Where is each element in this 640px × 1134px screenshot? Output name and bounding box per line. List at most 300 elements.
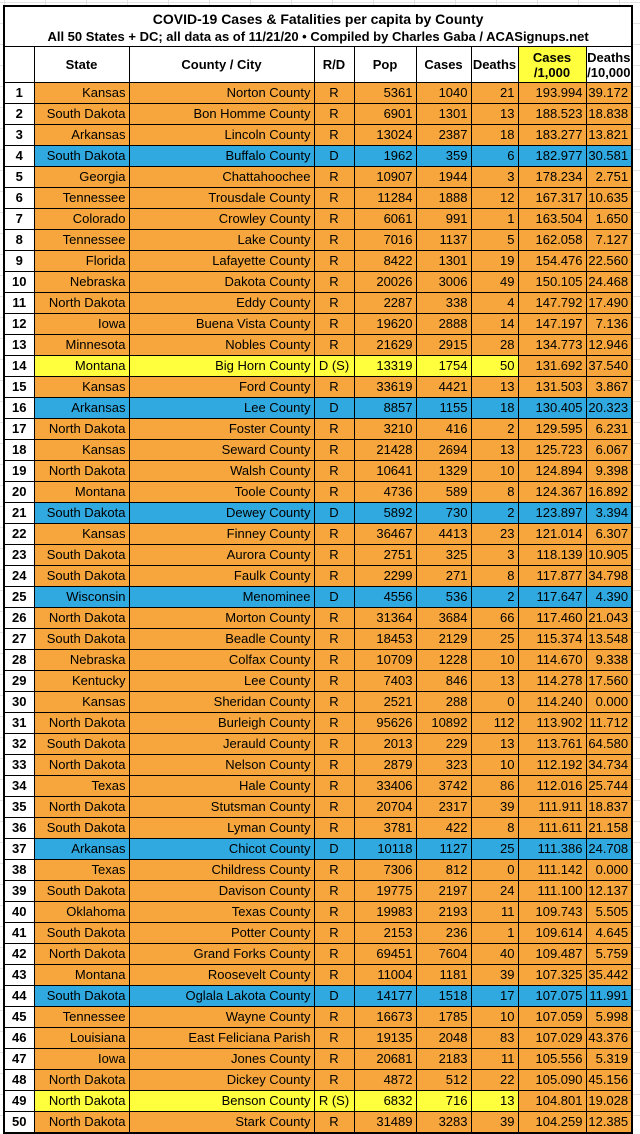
population-cell: 3210 xyxy=(354,419,416,440)
party-cell: R xyxy=(314,230,354,251)
county-cell: Davison County xyxy=(129,881,314,902)
population-cell: 10709 xyxy=(354,650,416,671)
deaths-per-10000-cell: 19.028 xyxy=(586,1091,632,1112)
cases-cell: 2183 xyxy=(416,1049,471,1070)
table-row xyxy=(4,902,632,923)
state-cell: South Dakota xyxy=(34,734,129,755)
county-cell: Lee County xyxy=(129,671,314,692)
table-row xyxy=(4,314,632,335)
state-cell: Colorado xyxy=(34,209,129,230)
population-cell: 16673 xyxy=(354,1007,416,1028)
cases-per-1000-cell: 182.977 xyxy=(518,146,586,167)
row-number: 2 xyxy=(4,104,34,125)
population-cell: 13024 xyxy=(354,125,416,146)
deaths-cell: 18 xyxy=(471,398,518,419)
table-row xyxy=(4,293,632,314)
party-cell: R xyxy=(314,1112,354,1134)
deaths-cell: 11 xyxy=(471,902,518,923)
deaths-per-10000-cell: 10.905 xyxy=(586,545,632,566)
deaths-cell: 13 xyxy=(471,104,518,125)
cases-per-1000-cell: 188.523 xyxy=(518,104,586,125)
deaths-cell: 4 xyxy=(471,293,518,314)
cases-cell: 1944 xyxy=(416,167,471,188)
row-number: 14 xyxy=(4,356,34,377)
deaths-cell: 10 xyxy=(471,1007,518,1028)
deaths-per-10000-cell: 2.751 xyxy=(586,167,632,188)
deaths-cell: 8 xyxy=(471,566,518,587)
deaths-per-10000-cell: 10.635 xyxy=(586,188,632,209)
party-cell: D xyxy=(314,398,354,419)
row-number: 46 xyxy=(4,1028,34,1049)
state-cell: Kansas xyxy=(34,440,129,461)
row-number: 36 xyxy=(4,818,34,839)
cases-per-1000-cell: 109.614 xyxy=(518,923,586,944)
population-cell: 10118 xyxy=(354,839,416,860)
deaths-per-10000-cell: 4.645 xyxy=(586,923,632,944)
cases-cell: 1329 xyxy=(416,461,471,482)
deaths-per-10000-cell: 5.319 xyxy=(586,1049,632,1070)
cases-cell: 323 xyxy=(416,755,471,776)
county-cell: Lee County xyxy=(129,398,314,419)
cases-cell: 359 xyxy=(416,146,471,167)
cases-per-1000-cell: 121.014 xyxy=(518,524,586,545)
population-cell: 31364 xyxy=(354,608,416,629)
deaths-cell: 39 xyxy=(471,965,518,986)
population-cell: 7016 xyxy=(354,230,416,251)
cases-cell: 7604 xyxy=(416,944,471,965)
cases-cell: 3006 xyxy=(416,272,471,293)
deaths-per-10000-cell: 6.307 xyxy=(586,524,632,545)
state-cell: Tennessee xyxy=(34,1007,129,1028)
deaths-cell: 13 xyxy=(471,440,518,461)
population-cell: 2879 xyxy=(354,755,416,776)
state-cell: South Dakota xyxy=(34,503,129,524)
deaths-per-10000-cell: 9.338 xyxy=(586,650,632,671)
cases-cell: 1155 xyxy=(416,398,471,419)
state-cell: Georgia xyxy=(34,167,129,188)
table-row xyxy=(4,1070,632,1091)
party-cell: R xyxy=(314,461,354,482)
county-cell: Toole County xyxy=(129,482,314,503)
deaths-cell: 112 xyxy=(471,713,518,734)
table-row xyxy=(4,83,632,104)
cases-per-1000-cell: 105.090 xyxy=(518,1070,586,1091)
population-cell: 8857 xyxy=(354,398,416,419)
cases-per-1000-cell: 114.240 xyxy=(518,692,586,713)
deaths-per-10000-cell: 22.560 xyxy=(586,251,632,272)
population-cell: 95626 xyxy=(354,713,416,734)
table-row xyxy=(4,755,632,776)
cases-per-1000-cell: 104.801 xyxy=(518,1091,586,1112)
county-cell: Menominee xyxy=(129,587,314,608)
cases-per-1000-cell: 147.197 xyxy=(518,314,586,335)
deaths-per-10000-cell: 5.505 xyxy=(586,902,632,923)
party-cell: D xyxy=(314,503,354,524)
party-cell: R xyxy=(314,314,354,335)
state-cell: Tennessee xyxy=(34,188,129,209)
county-cell: Ford County xyxy=(129,377,314,398)
deaths-per-10000-cell: 13.821 xyxy=(586,125,632,146)
cases-cell: 846 xyxy=(416,671,471,692)
deaths-cell: 17 xyxy=(471,986,518,1007)
state-cell: North Dakota xyxy=(34,1112,129,1134)
deaths-cell: 2 xyxy=(471,419,518,440)
cases-cell: 229 xyxy=(416,734,471,755)
population-cell: 5892 xyxy=(354,503,416,524)
cases-cell: 3283 xyxy=(416,1112,471,1134)
county-cell: Beadle County xyxy=(129,629,314,650)
state-cell: South Dakota xyxy=(34,818,129,839)
table-row xyxy=(4,272,632,293)
deaths-cell: 49 xyxy=(471,272,518,293)
county-cell: Lake County xyxy=(129,230,314,251)
row-number: 34 xyxy=(4,776,34,797)
population-cell: 11004 xyxy=(354,965,416,986)
state-cell: South Dakota xyxy=(34,881,129,902)
deaths-cell: 19 xyxy=(471,251,518,272)
header-row xyxy=(4,47,632,83)
deaths-per-10000-cell: 21.158 xyxy=(586,818,632,839)
state-cell: North Dakota xyxy=(34,461,129,482)
row-number: 21 xyxy=(4,503,34,524)
party-cell: R xyxy=(314,377,354,398)
state-cell: Tennessee xyxy=(34,230,129,251)
party-cell: R xyxy=(314,965,354,986)
population-cell: 1962 xyxy=(354,146,416,167)
row-number: 49 xyxy=(4,1091,34,1112)
cases-per-1000-cell: 150.105 xyxy=(518,272,586,293)
deaths-cell: 23 xyxy=(471,524,518,545)
table-row xyxy=(4,356,632,377)
row-number: 38 xyxy=(4,860,34,881)
party-cell: R xyxy=(314,419,354,440)
cases-cell: 2888 xyxy=(416,314,471,335)
deaths-cell: 21 xyxy=(471,83,518,104)
party-cell: R xyxy=(314,125,354,146)
deaths-per-10000-cell: 25.744 xyxy=(586,776,632,797)
deaths-per-10000-cell: 18.838 xyxy=(586,104,632,125)
table-row xyxy=(4,860,632,881)
party-cell: D xyxy=(314,839,354,860)
population-cell: 11284 xyxy=(354,188,416,209)
cases-cell: 10892 xyxy=(416,713,471,734)
party-cell: R xyxy=(314,188,354,209)
cases-per-1000-cell: 107.325 xyxy=(518,965,586,986)
state-cell: North Dakota xyxy=(34,1070,129,1091)
cases-per-1000-cell: 117.877 xyxy=(518,566,586,587)
table-row xyxy=(4,818,632,839)
cases-per-1000-cell: 124.367 xyxy=(518,482,586,503)
row-number: 41 xyxy=(4,923,34,944)
state-cell: Arkansas xyxy=(34,839,129,860)
party-cell: R xyxy=(314,272,354,293)
table-row xyxy=(4,608,632,629)
party-cell: R xyxy=(314,335,354,356)
cases-cell: 991 xyxy=(416,209,471,230)
party-cell: D xyxy=(314,986,354,1007)
cases-cell: 2129 xyxy=(416,629,471,650)
table-row xyxy=(4,881,632,902)
county-cell: Chicot County xyxy=(129,839,314,860)
row-number: 4 xyxy=(4,146,34,167)
cases-per-1000-cell: 113.761 xyxy=(518,734,586,755)
population-cell: 14177 xyxy=(354,986,416,1007)
county-cell: Benson County xyxy=(129,1091,314,1112)
table-row xyxy=(4,440,632,461)
row-number: 16 xyxy=(4,398,34,419)
county-cell: Chattahoochee xyxy=(129,167,314,188)
col-header-pop: Pop xyxy=(354,47,416,83)
deaths-per-10000-cell: 34.734 xyxy=(586,755,632,776)
table-row xyxy=(4,566,632,587)
population-cell: 10907 xyxy=(354,167,416,188)
state-cell: Texas xyxy=(34,860,129,881)
cases-per-1000-cell: 193.994 xyxy=(518,83,586,104)
deaths-cell: 14 xyxy=(471,314,518,335)
party-cell: R xyxy=(314,713,354,734)
deaths-per-10000-cell: 6.231 xyxy=(586,419,632,440)
row-number: 45 xyxy=(4,1007,34,1028)
state-cell: Kansas xyxy=(34,692,129,713)
cases-per-1000-cell: 178.234 xyxy=(518,167,586,188)
cases-per-1000-cell: 111.611 xyxy=(518,818,586,839)
table-row xyxy=(4,671,632,692)
population-cell: 2013 xyxy=(354,734,416,755)
row-number: 30 xyxy=(4,692,34,713)
county-cell: Grand Forks County xyxy=(129,944,314,965)
deaths-per-10000-cell: 5.998 xyxy=(586,1007,632,1028)
county-cell: Walsh County xyxy=(129,461,314,482)
deaths-cell: 5 xyxy=(471,230,518,251)
party-cell: R xyxy=(314,671,354,692)
cases-cell: 271 xyxy=(416,566,471,587)
cases-per-1000-cell: 107.059 xyxy=(518,1007,586,1028)
deaths-cell: 25 xyxy=(471,839,518,860)
party-cell: R xyxy=(314,608,354,629)
cases-cell: 325 xyxy=(416,545,471,566)
deaths-per-10000-cell: 17.490 xyxy=(586,293,632,314)
cases-cell: 288 xyxy=(416,692,471,713)
county-cell: Nelson County xyxy=(129,755,314,776)
table-row xyxy=(4,398,632,419)
population-cell: 6061 xyxy=(354,209,416,230)
state-cell: Iowa xyxy=(34,1049,129,1070)
party-cell: R xyxy=(314,734,354,755)
row-number: 35 xyxy=(4,797,34,818)
county-cell: Buffalo County xyxy=(129,146,314,167)
party-cell: R xyxy=(314,104,354,125)
population-cell: 8422 xyxy=(354,251,416,272)
state-cell: South Dakota xyxy=(34,104,129,125)
population-cell: 4872 xyxy=(354,1070,416,1091)
table-row xyxy=(4,209,632,230)
cases-cell: 1228 xyxy=(416,650,471,671)
party-cell: R xyxy=(314,818,354,839)
cases-cell: 1181 xyxy=(416,965,471,986)
row-number: 40 xyxy=(4,902,34,923)
cases-cell: 2048 xyxy=(416,1028,471,1049)
table-row xyxy=(4,503,632,524)
deaths-cell: 8 xyxy=(471,818,518,839)
deaths-per-10000-cell: 11.991 xyxy=(586,986,632,1007)
cases-per-1000-cell: 109.487 xyxy=(518,944,586,965)
cases-per-1000-cell: 131.503 xyxy=(518,377,586,398)
county-cell: Lafayette County xyxy=(129,251,314,272)
cases-per-1000-cell: 113.902 xyxy=(518,713,586,734)
cases-cell: 236 xyxy=(416,923,471,944)
population-cell: 5361 xyxy=(354,83,416,104)
population-cell: 2153 xyxy=(354,923,416,944)
state-cell: Minnesota xyxy=(34,335,129,356)
table-row xyxy=(4,944,632,965)
county-cell: Faulk County xyxy=(129,566,314,587)
row-number: 6 xyxy=(4,188,34,209)
cases-per-1000-cell: 130.405 xyxy=(518,398,586,419)
deaths-cell: 3 xyxy=(471,545,518,566)
table-row xyxy=(4,797,632,818)
state-cell: Kentucky xyxy=(34,671,129,692)
cases-cell: 1040 xyxy=(416,83,471,104)
state-cell: Montana xyxy=(34,356,129,377)
population-cell: 20026 xyxy=(354,272,416,293)
deaths-cell: 1 xyxy=(471,923,518,944)
party-cell: R xyxy=(314,440,354,461)
deaths-per-10000-cell: 7.127 xyxy=(586,230,632,251)
deaths-cell: 66 xyxy=(471,608,518,629)
county-cell: Buena Vista County xyxy=(129,314,314,335)
table-row xyxy=(4,167,632,188)
deaths-cell: 2 xyxy=(471,503,518,524)
county-cell: Colfax County xyxy=(129,650,314,671)
table-row xyxy=(4,986,632,1007)
row-number: 31 xyxy=(4,713,34,734)
population-cell: 6901 xyxy=(354,104,416,125)
row-number: 19 xyxy=(4,461,34,482)
county-cell: East Feliciana Parish xyxy=(129,1028,314,1049)
deaths-per-10000-cell: 0.000 xyxy=(586,692,632,713)
cases-cell: 3742 xyxy=(416,776,471,797)
county-cell: Dakota County xyxy=(129,272,314,293)
table-row xyxy=(4,965,632,986)
county-cell: Oglala Lakota County xyxy=(129,986,314,1007)
state-cell: North Dakota xyxy=(34,1091,129,1112)
row-number: 44 xyxy=(4,986,34,1007)
title-block xyxy=(4,6,632,47)
cases-cell: 2197 xyxy=(416,881,471,902)
cases-per-1000-cell: 123.897 xyxy=(518,503,586,524)
deaths-cell: 13 xyxy=(471,734,518,755)
row-number: 7 xyxy=(4,209,34,230)
row-number: 24 xyxy=(4,566,34,587)
party-cell: R xyxy=(314,482,354,503)
deaths-per-10000-cell: 12.137 xyxy=(586,881,632,902)
table-row xyxy=(4,419,632,440)
deaths-cell: 10 xyxy=(471,755,518,776)
cases-cell: 812 xyxy=(416,860,471,881)
deaths-per-10000-cell: 24.708 xyxy=(586,839,632,860)
row-number: 10 xyxy=(4,272,34,293)
state-cell: South Dakota xyxy=(34,923,129,944)
state-cell: Montana xyxy=(34,965,129,986)
deaths-cell: 13 xyxy=(471,671,518,692)
cases-per-1000-cell: 105.556 xyxy=(518,1049,586,1070)
table-row xyxy=(4,1007,632,1028)
state-cell: Oklahoma xyxy=(34,902,129,923)
population-cell: 13319 xyxy=(354,356,416,377)
cases-per-1000-cell: 124.894 xyxy=(518,461,586,482)
county-cell: Childress County xyxy=(129,860,314,881)
cases-cell: 2317 xyxy=(416,797,471,818)
cases-cell: 1137 xyxy=(416,230,471,251)
state-cell: North Dakota xyxy=(34,419,129,440)
cases-cell: 1301 xyxy=(416,104,471,125)
state-cell: North Dakota xyxy=(34,797,129,818)
row-number: 42 xyxy=(4,944,34,965)
covid-county-table xyxy=(3,5,633,1134)
deaths-per-10000-cell: 6.067 xyxy=(586,440,632,461)
row-number: 43 xyxy=(4,965,34,986)
deaths-per-10000-cell: 43.376 xyxy=(586,1028,632,1049)
population-cell: 4556 xyxy=(354,587,416,608)
col-header-county: County / City xyxy=(129,47,314,83)
table-row xyxy=(4,545,632,566)
party-cell: R xyxy=(314,251,354,272)
table-row xyxy=(4,629,632,650)
table-row xyxy=(4,1112,632,1134)
cases-per-1000-cell: 163.504 xyxy=(518,209,586,230)
county-cell: Burleigh County xyxy=(129,713,314,734)
cases-per-1000-cell: 147.792 xyxy=(518,293,586,314)
row-number: 48 xyxy=(4,1070,34,1091)
row-number: 39 xyxy=(4,881,34,902)
county-cell: Jones County xyxy=(129,1049,314,1070)
population-cell: 2299 xyxy=(354,566,416,587)
deaths-cell: 83 xyxy=(471,1028,518,1049)
deaths-per-10000-cell: 1.650 xyxy=(586,209,632,230)
table-title: COVID-19 Cases & Fatalities per capita by County xyxy=(152,11,484,27)
row-number: 9 xyxy=(4,251,34,272)
row-number: 27 xyxy=(4,629,34,650)
county-cell: Morton County xyxy=(129,608,314,629)
state-cell: Texas xyxy=(34,776,129,797)
deaths-cell: 25 xyxy=(471,629,518,650)
party-cell: D xyxy=(314,587,354,608)
cases-cell: 1888 xyxy=(416,188,471,209)
table-row xyxy=(4,125,632,146)
party-cell: R (S) xyxy=(314,1091,354,1112)
cases-cell: 1754 xyxy=(416,356,471,377)
state-cell: Louisiana xyxy=(34,1028,129,1049)
col-header-state: State xyxy=(34,47,129,83)
population-cell: 20681 xyxy=(354,1049,416,1070)
col-header-cases: Cases xyxy=(416,47,471,83)
cases-per-1000-cell: 118.139 xyxy=(518,545,586,566)
party-cell: R xyxy=(314,755,354,776)
deaths-per-10000-cell: 9.398 xyxy=(586,461,632,482)
population-cell: 2521 xyxy=(354,692,416,713)
cases-cell: 2193 xyxy=(416,902,471,923)
row-number: 1 xyxy=(4,83,34,104)
population-cell: 20704 xyxy=(354,797,416,818)
party-cell: D (S) xyxy=(314,356,354,377)
cases-per-1000-cell: 112.016 xyxy=(518,776,586,797)
deaths-per-10000-cell: 12.946 xyxy=(586,335,632,356)
state-cell: North Dakota xyxy=(34,293,129,314)
population-cell: 33406 xyxy=(354,776,416,797)
population-cell: 36467 xyxy=(354,524,416,545)
party-cell: R xyxy=(314,881,354,902)
table-row xyxy=(4,482,632,503)
